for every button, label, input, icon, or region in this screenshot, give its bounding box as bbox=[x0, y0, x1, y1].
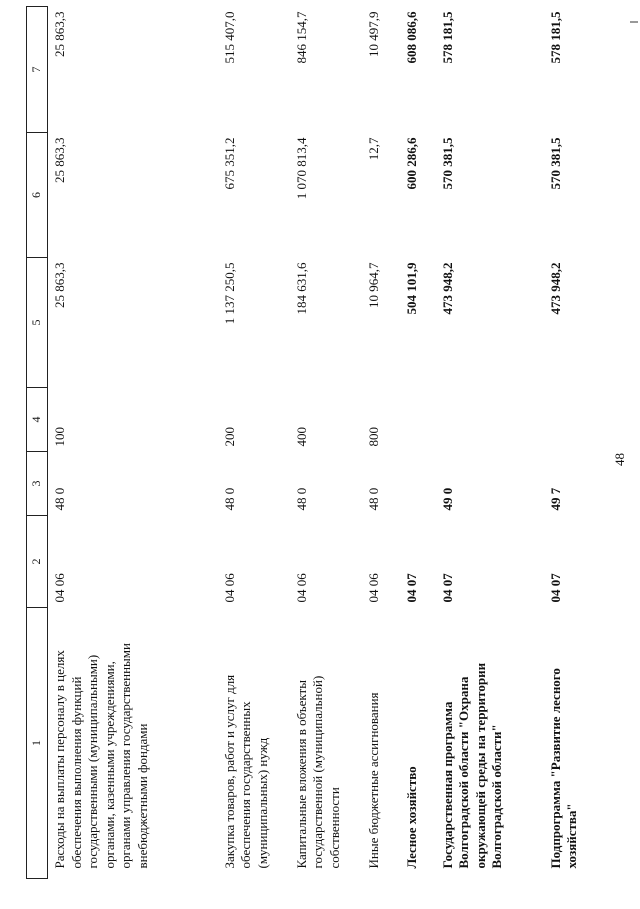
table-row bbox=[436, 7, 544, 879]
row-article: 48 0 bbox=[221, 487, 237, 511]
scan-mark bbox=[630, 21, 638, 23]
row-section: 04 06 bbox=[221, 573, 237, 603]
row-value-5: 504 101,9 bbox=[403, 262, 419, 315]
row-section: 04 06 bbox=[365, 573, 381, 603]
row-section: 04 07 bbox=[403, 573, 419, 603]
row-name: Расходы на выплаты персоналу в целях обеспечения выполнения функций государственными (муниципальными) органами, казенными учреждениями, органами управления государственными внебюджетными фондами bbox=[52, 643, 150, 869]
row-value-6: 570 381,5 bbox=[439, 137, 455, 190]
table-row bbox=[48, 7, 218, 879]
row-section: 04 07 bbox=[547, 573, 563, 603]
row-name: Государственная программа Волгоградской области "Охрана окружающей среды на территории Волгоградской области" bbox=[439, 662, 504, 869]
row-type: 400 bbox=[293, 427, 309, 447]
page-number: 48 bbox=[612, 453, 627, 466]
row-name: Капитальные вложения в объекты государственной (муниципальной) собственности bbox=[293, 675, 342, 869]
row-value-6: 12,7 bbox=[365, 137, 381, 161]
row-article: 49 0 bbox=[439, 487, 455, 511]
row-name: Закупка товаров, работ и услуг для обеспечения государственных (муниципальных) нужд bbox=[221, 674, 270, 869]
header-col-6: 6 bbox=[27, 133, 48, 258]
row-section: 04 06 bbox=[52, 573, 67, 603]
row-article: 48 0 bbox=[365, 487, 381, 511]
row-value-5: 1 137 250,5 bbox=[221, 262, 237, 325]
row-name: Подпрограмма "Развитие лесного хозяйства" bbox=[547, 668, 579, 869]
row-value-7: 25 863,3 bbox=[52, 11, 67, 57]
row-value-6: 570 381,5 bbox=[547, 137, 563, 190]
row-article: 49 7 bbox=[547, 487, 563, 511]
row-type bbox=[436, 388, 544, 452]
table-row bbox=[290, 7, 362, 879]
row-value-7: 608 086,6 bbox=[403, 11, 419, 64]
table-row bbox=[362, 7, 400, 879]
row-type: 100 bbox=[52, 427, 67, 447]
header-col-3: 3 bbox=[27, 452, 48, 516]
row-article bbox=[400, 452, 436, 516]
row-type bbox=[544, 388, 594, 452]
row-article: 48 0 bbox=[293, 487, 309, 511]
row-value-5: 25 863,3 bbox=[52, 262, 67, 308]
budget-table bbox=[26, 6, 594, 879]
row-name: Лесное хозяйство bbox=[403, 766, 419, 869]
row-type: 200 bbox=[221, 427, 237, 447]
row-section: 04 06 bbox=[293, 573, 309, 603]
row-article: 48 0 bbox=[52, 487, 67, 511]
row-value-7: 846 154,7 bbox=[293, 11, 309, 64]
header-col-5: 5 bbox=[27, 258, 48, 388]
row-name: Иные бюджетные ассигнования bbox=[365, 692, 381, 869]
row-type bbox=[400, 388, 436, 452]
header-col-7: 7 bbox=[27, 7, 48, 133]
row-value-5: 10 964,7 bbox=[365, 262, 381, 308]
row-value-6: 25 863,3 bbox=[52, 137, 67, 183]
row-value-6: 1 070 813,4 bbox=[293, 137, 309, 200]
header-col-4: 4 bbox=[27, 388, 48, 452]
row-value-7: 515 407,0 bbox=[221, 11, 237, 64]
row-value-5: 473 948,2 bbox=[547, 262, 563, 315]
row-value-5: 473 948,2 bbox=[439, 262, 455, 315]
row-type: 800 bbox=[365, 427, 381, 447]
header-col-1: 1 bbox=[27, 608, 48, 879]
table-header-row bbox=[27, 7, 48, 879]
table-row bbox=[218, 7, 290, 879]
row-value-6: 675 351,2 bbox=[221, 137, 237, 190]
row-value-7: 578 181,5 bbox=[439, 11, 455, 64]
row-value-5: 184 631,6 bbox=[293, 262, 309, 315]
row-value-7: 10 497,9 bbox=[365, 11, 381, 57]
row-section: 04 07 bbox=[439, 573, 455, 603]
row-value-6: 600 286,6 bbox=[403, 137, 419, 190]
row-value-7: 578 181,5 bbox=[547, 11, 563, 64]
table-row bbox=[544, 7, 594, 879]
header-col-2: 2 bbox=[27, 516, 48, 608]
table-row bbox=[400, 7, 436, 879]
